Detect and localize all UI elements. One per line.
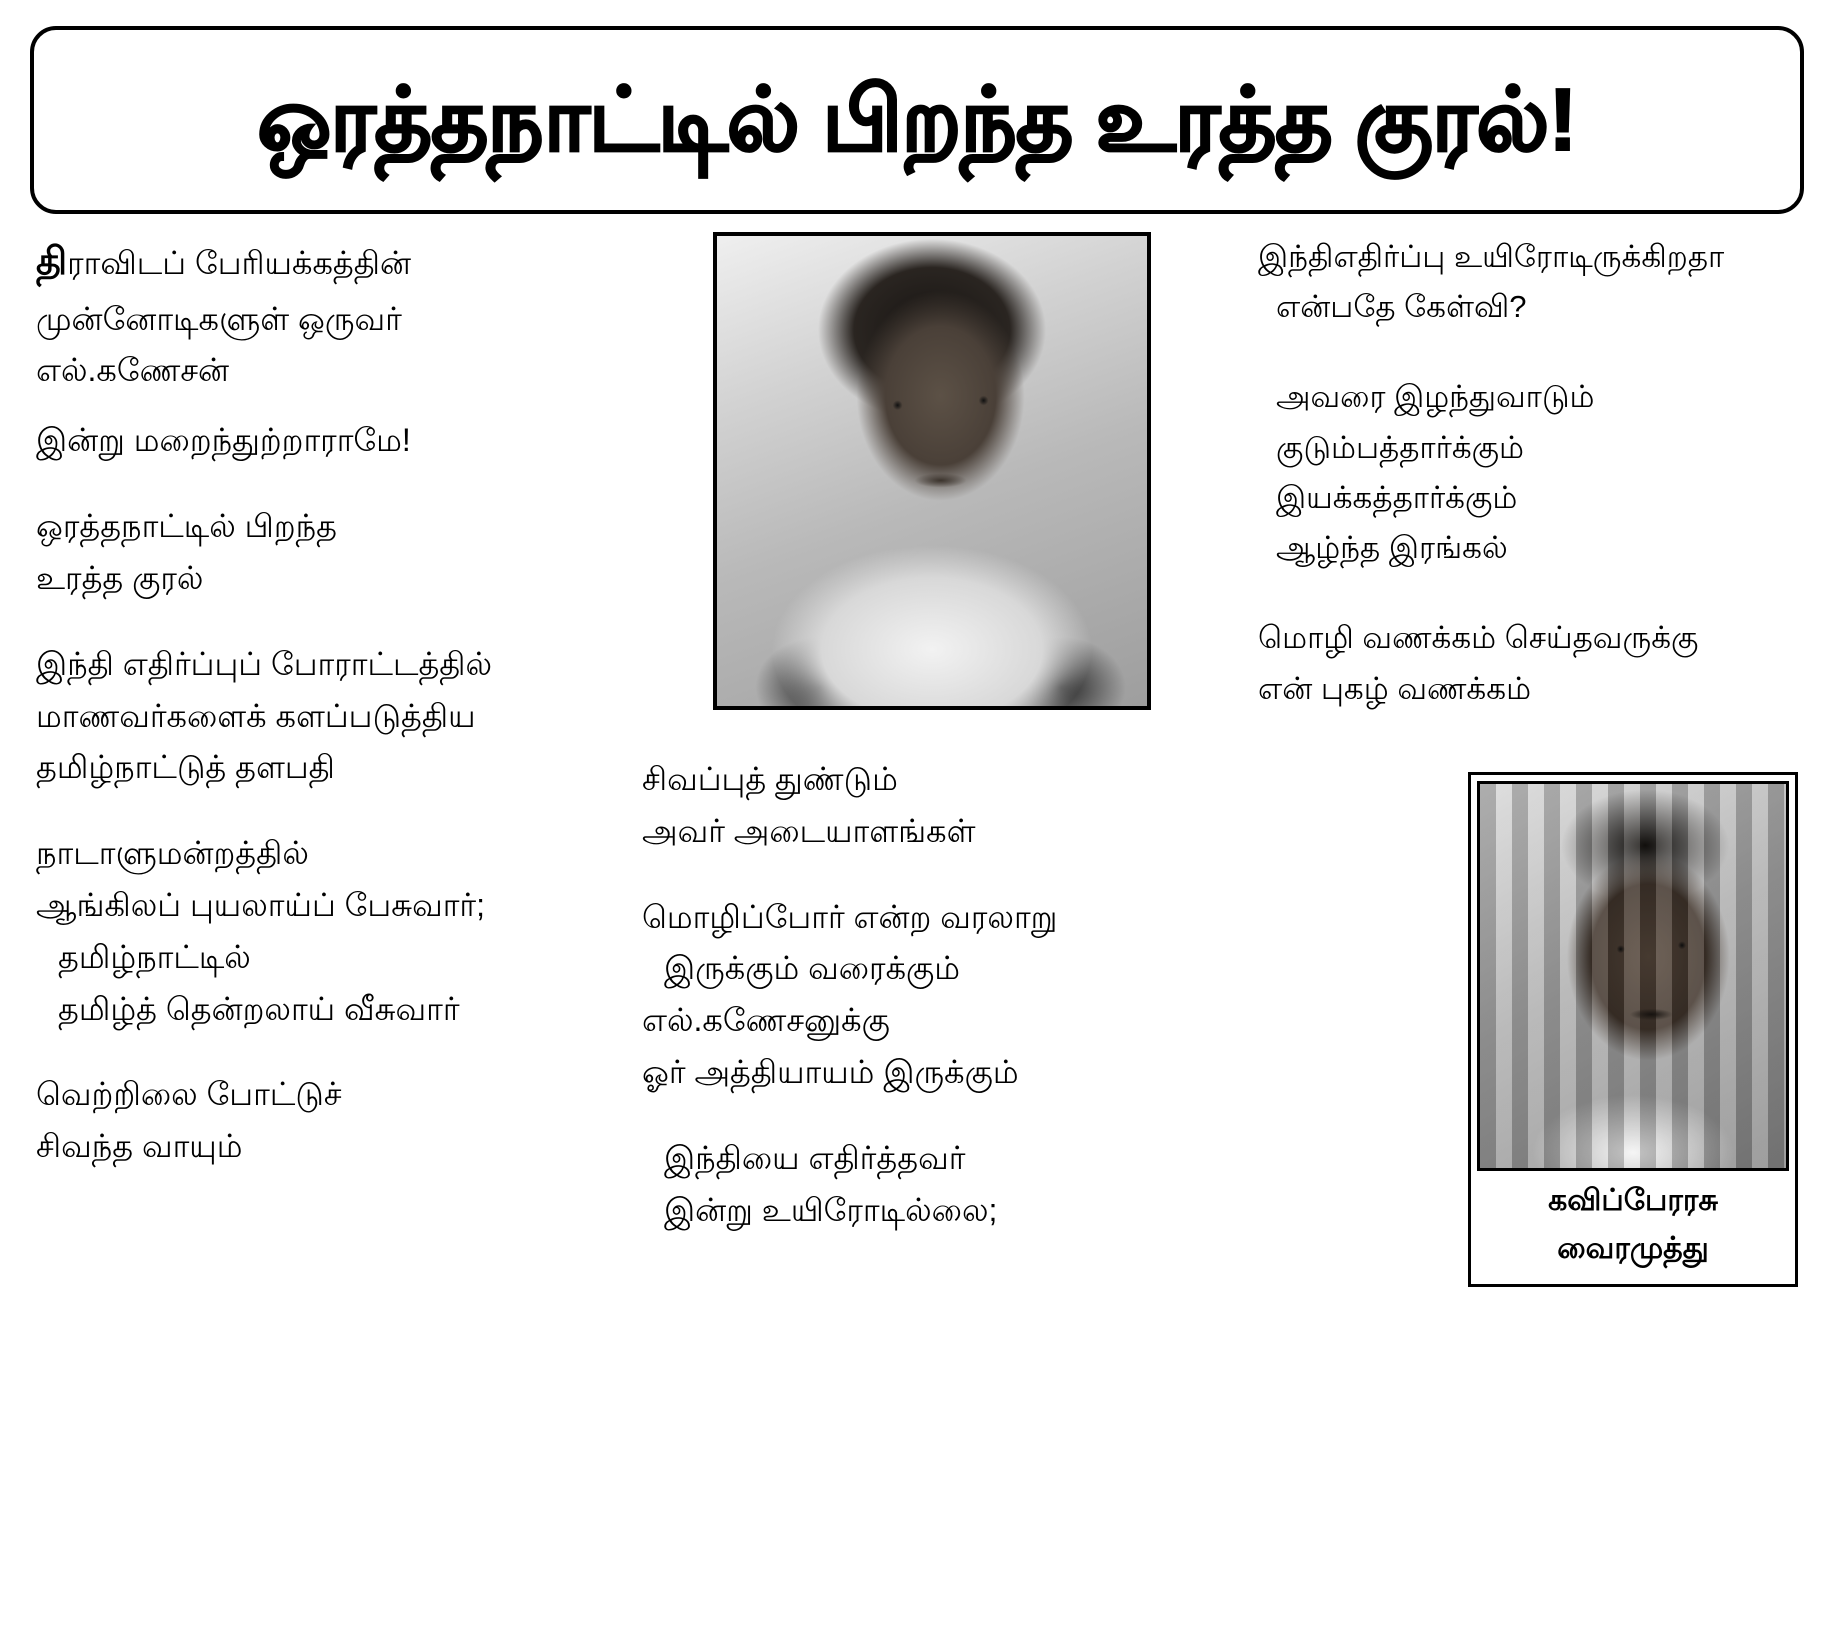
stanza <box>642 892 1222 1099</box>
headline-banner <box>30 26 1804 214</box>
poem-line: இந்திஎதிர்ப்பு உயிரோடிருக்கிறதா <box>1258 239 1725 274</box>
poem-line: சிவந்த வாயும் <box>36 1128 243 1165</box>
poem-line: உரத்த குரல் <box>36 559 204 596</box>
author-credit-block <box>1468 772 1798 1287</box>
poem-line-spacer <box>36 397 622 415</box>
left-column <box>22 232 632 1173</box>
poem-line: எல்.கணேசனுக்கு <box>642 1002 890 1039</box>
poem-line: இந்தி எதிர்ப்புப் போராட்டத்தில் <box>36 645 493 682</box>
poem-line-rest: ராவிடப் பேரியக்கத்தின் <box>67 245 411 281</box>
poem-line: மாணவர்களைக் களப்படுத்திய <box>36 697 476 734</box>
portrait-l-ganesan <box>713 232 1151 710</box>
poem-line: ஆங்கிலப் புயலாய்ப் பேசுவார்; <box>36 887 486 923</box>
poem-line: தமிழ்நாட்டில் <box>58 938 251 975</box>
poem-line: தமிழ்நாட்டுத் தளபதி <box>36 749 335 786</box>
poem-line: ஒரத்தநாட்டில் பிறந்த <box>36 508 338 545</box>
poem-line: அவரை இழந்துவாடும் <box>1276 379 1595 415</box>
poem-line: வெற்றிலை போட்டுச் <box>36 1076 342 1113</box>
article-columns <box>22 232 1812 1287</box>
portrait-vairamuthu <box>1477 781 1789 1171</box>
stanza <box>36 232 622 467</box>
stanza <box>36 1069 622 1173</box>
author-credit-title: கவிப்பேரரசு <box>1548 1183 1718 1217</box>
poem-line: மொழிப்போர் என்ற வரலாறு <box>642 898 1058 935</box>
drop-cap: தி <box>36 241 68 283</box>
stanza <box>36 828 622 1035</box>
poem-line: என் புகழ் வணக்கம் <box>1258 670 1532 706</box>
poem-line: இயக்கத்தார்க்கும் <box>1276 479 1518 515</box>
poem-line: தமிழ்த் தென்றலாய் வீசுவார் <box>58 990 460 1027</box>
poem-line: அவர் அடையாளங்கள் <box>642 812 976 849</box>
poem-line: இருக்கும் வரைக்கும் <box>664 950 961 987</box>
stanza <box>36 639 622 794</box>
page-title: ஒரத்தநாட்டில் பிறந்த உரத்த குரல்! <box>257 69 1577 169</box>
poem-line: மொழி வணக்கம் செய்தவருக்கு <box>1258 620 1699 656</box>
poem-line: குடும்பத்தார்க்கும் <box>1276 429 1524 465</box>
poem-line: இன்று உயிரோடில்லை; <box>664 1191 998 1228</box>
author-credit-name: வைரமுத்து <box>1557 1232 1709 1266</box>
portrait-image <box>717 236 1147 706</box>
poem-line <box>36 232 622 294</box>
poem-line: என்பதே கேள்வி? <box>1276 289 1527 325</box>
stanza <box>642 1133 1222 1237</box>
portrait-image <box>1480 784 1786 1168</box>
poem-line: இன்று மறைந்துற்றாராமே! <box>36 422 411 459</box>
poem-line: நாடாளுமன்றத்தில் <box>36 835 309 872</box>
stanza <box>1258 372 1798 573</box>
stanza <box>642 754 1222 858</box>
stanza <box>1258 232 1798 332</box>
poem-line: சிவப்புத் துண்டும் <box>642 761 898 797</box>
stanza <box>1258 613 1798 713</box>
stanza <box>36 501 622 605</box>
poem-line: ஓர் அத்தியாயம் இருக்கும் <box>642 1054 1019 1091</box>
poem-line: ஆழ்ந்த இரங்கல் <box>1276 530 1508 566</box>
poem-line: முன்னோடிகளுள் ஒருவர் <box>36 300 402 337</box>
right-column <box>1232 232 1806 1287</box>
poem-line: இந்தியை எதிர்த்தவர் <box>664 1139 966 1176</box>
poem-line: எல்.கணேசன் <box>36 352 230 389</box>
middle-column <box>632 232 1232 1237</box>
